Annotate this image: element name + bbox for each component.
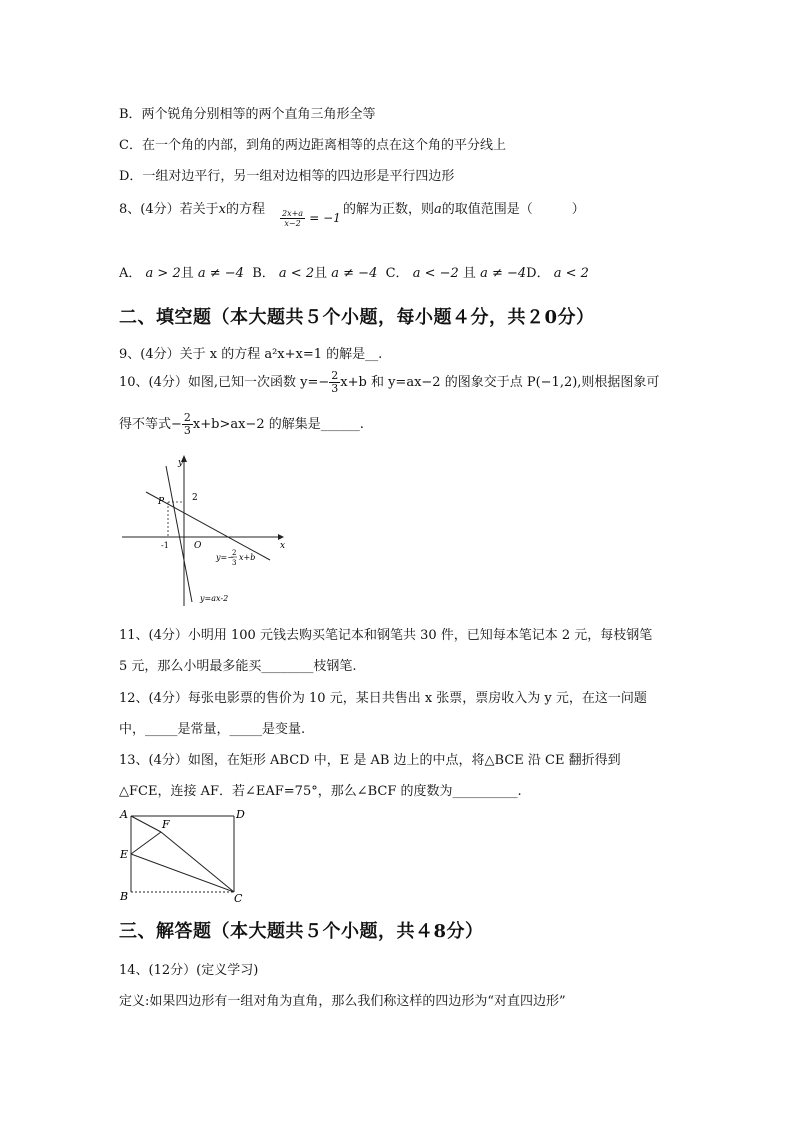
q10-y-label: y	[178, 458, 184, 468]
q8-option-b: a < 2	[278, 266, 315, 281]
q13-label-f: F	[162, 818, 170, 831]
q8-option-b2: a ≠ −4	[331, 266, 378, 281]
q8-option-a-label: A．	[119, 266, 142, 281]
q13-line1: 13、(4分）如图，在矩形 ABCD 中，E 是 AB 边上的中点，将△BCE 沿 CE 翻折得到	[119, 753, 621, 768]
q10-fraction-1-den: 3	[331, 382, 339, 395]
q10-line2-a: 得不等式−	[119, 417, 182, 432]
q10-line1-label-b: x+b	[239, 553, 256, 562]
q8-option-d: a < 2	[553, 266, 589, 281]
q13-label-b: B	[120, 890, 129, 903]
q8-option-a2: a ≠ −4	[197, 266, 244, 281]
q7-option-d: D．一组对边平行，另一组对边相等的四边形是平行四边形	[119, 169, 455, 184]
q8-var-x: x	[218, 202, 226, 217]
section-3-heading: 三、解答题（本大题共５个小题，共４8分）	[119, 921, 484, 942]
q10-line1-label-num: 2	[232, 549, 237, 557]
q10-line1	[119, 370, 659, 395]
q10-line2-b: x+b>ax−2 的解集是______.	[192, 417, 364, 432]
q10-origin-label: O	[194, 541, 202, 551]
q13-segment-fc	[161, 832, 234, 892]
q11-line1: 11、(4分）小明用 100 元钱去购买笔记本和钢笔共 30 件，已知每本笔记本 2 元，每枝钢笔	[119, 628, 653, 643]
q8-var-a: a	[434, 202, 442, 217]
q10-graph	[118, 452, 286, 610]
q10-line2	[119, 412, 364, 437]
q8-option-c-label: C．	[385, 266, 409, 281]
q10-fraction-2-num: 2	[183, 411, 191, 424]
q8-option-a-conj: 且	[180, 266, 194, 281]
q10-line1-label-a: y=−	[216, 553, 234, 562]
q10-line1-a: 10、(4分）如图,已知一次函数 y=−	[119, 375, 330, 390]
q10-line1-label-den: 3	[232, 559, 237, 567]
q12-line1: 12、(4分）每张电影票的售价为 10 元，某日共售出 x 张票，票房收入为 y 元，在这一问题	[119, 691, 647, 706]
q10-tick-2: 2	[192, 493, 198, 503]
q14-definition: 定义:如果四边形有一组对角为直角，那么我们称这样的四边形为“对直四边形”	[119, 994, 566, 1009]
q8-stem-end	[343, 198, 585, 217]
q9-text: 9、(4分）关于 x 的方程 a²x+x=1 的解是__.	[119, 347, 383, 362]
q12-line2: 中，_____是常量，_____是变量.	[119, 722, 306, 737]
q8-mid: 的方程	[225, 202, 265, 217]
q14-title: 14、(12分）(定义学习)	[119, 963, 259, 978]
q10-fraction-2-den: 3	[183, 424, 191, 437]
q8-suffix2: 的取值范围是（ ）	[441, 202, 585, 217]
q8-suffix1: 的解为正数，则	[343, 202, 435, 217]
q8-options	[119, 262, 589, 281]
q10-line2-label: y=ax-2	[200, 594, 229, 603]
q10-fraction-1	[329, 370, 340, 395]
q8-eq-rhs: = −1	[309, 211, 341, 225]
q8-option-c: a < −2	[412, 266, 459, 281]
q13-segment-ec	[131, 854, 234, 892]
q13-line2: △FCE，连接 AF．若∠EAF=75°，那么∠BCF 的度数为__________.	[119, 784, 522, 799]
q8-prefix: 8、(4分）若关于	[119, 202, 219, 217]
q10-point-p-label: P	[158, 497, 165, 507]
q8-equation	[280, 209, 341, 228]
q8-fraction	[280, 209, 305, 228]
q8-option-c2: a ≠ −4	[480, 266, 527, 281]
q13-segment-af	[131, 816, 161, 832]
q13-label-a: A	[120, 808, 128, 821]
q8-option-b-label: B．	[252, 266, 275, 281]
q13-figure	[116, 804, 256, 906]
q8-option-b-conj: 且	[314, 266, 328, 281]
q8-stem	[119, 198, 265, 217]
q8-fraction-den: x−2	[284, 219, 301, 228]
q10-x-label: x	[280, 541, 286, 551]
q7-option-c: C．在一个角的内部，到角的两边距离相等的点在这个角的平分线上	[119, 138, 506, 153]
q13-label-d: D	[236, 808, 245, 821]
q13-segment-ef	[131, 832, 161, 854]
q10-fraction-1-num: 2	[331, 369, 339, 382]
q10-tick-neg1: -1	[161, 541, 169, 550]
q8-option-c-conj: 且	[462, 266, 476, 281]
q8-option-a: a > 2	[145, 266, 181, 281]
q13-label-e: E	[120, 848, 129, 861]
q8-option-d-label: D．	[526, 266, 550, 281]
q8-fraction-num: 2x+a	[282, 209, 304, 218]
q11-line2: 5 元，那么小明最多能买________枝钢笔.	[119, 659, 357, 674]
q10-x-axis-arrow	[278, 534, 284, 540]
q10-fraction-2	[182, 412, 193, 437]
q10-line-2	[166, 466, 192, 602]
q13-label-c: C	[234, 892, 243, 905]
q7-option-b: B．两个锐角分别相等的两个直角三角形全等	[119, 107, 376, 122]
q10-line1-b: x+b 和 y=ax−2 的图象交于点 P(−1,2),则根据图象可	[340, 375, 660, 390]
section-2-heading: 二、填空题（本大题共５个小题，每小题４分，共２0分）	[119, 307, 595, 328]
